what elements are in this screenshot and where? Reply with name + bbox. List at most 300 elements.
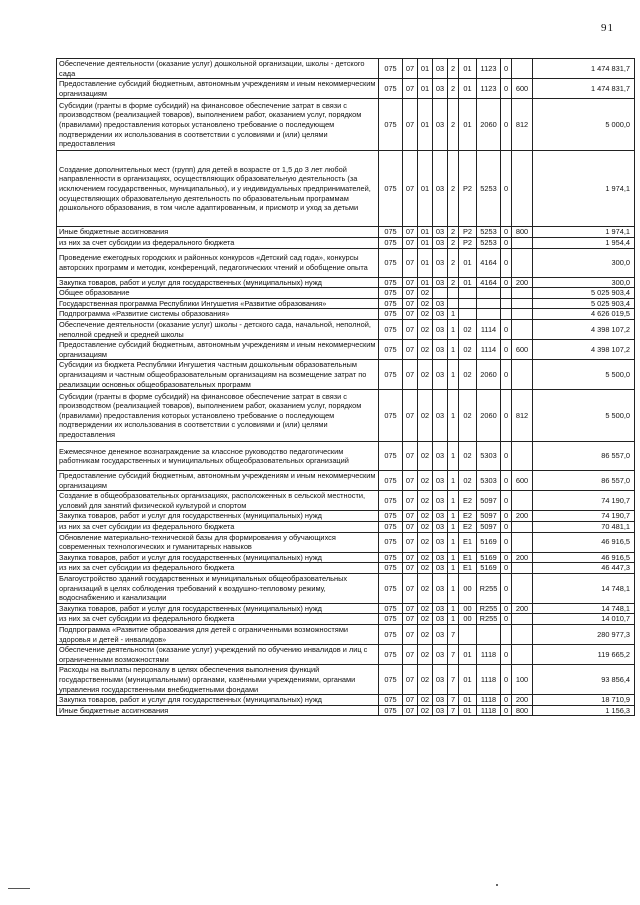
program-code: 03 [433, 340, 448, 360]
amount: 280 977,3 [533, 625, 635, 645]
subprogram-code: 1 [448, 511, 459, 522]
expense-kind: 200 [512, 552, 533, 563]
section-code: 07 [403, 151, 418, 227]
row-name: Закупка товаров, работ и услуг для государственных (муниципальных) нужд [57, 695, 379, 706]
direction-code: 00 [459, 614, 477, 625]
section-code: 07 [403, 442, 418, 471]
table-row [57, 491, 635, 511]
row-name: Предоставление субсидий бюджетным, автономным учреждениям и иным некоммерческим организациям [57, 79, 379, 99]
table-row [57, 99, 635, 151]
row-name: Проведение ежегодных городских и районных конкурсов «Детский сад года», конкурсы авторских программ и методик, конференций, педагогических чтений и обобщение опыта [57, 248, 379, 277]
ministry-code: 075 [379, 360, 403, 390]
amount: 4 398 107,2 [533, 319, 635, 339]
subsection-code: 01 [418, 99, 433, 151]
subsection-code: 01 [418, 237, 433, 248]
table-row [57, 645, 635, 665]
expense-kind: 600 [512, 79, 533, 99]
amount: 5 025 903,4 [533, 288, 635, 299]
subprogram-code: 1 [448, 360, 459, 390]
expense-kind: 800 [512, 227, 533, 238]
ministry-code: 075 [379, 227, 403, 238]
row-name: из них за счет субсидии из федерального бюджета [57, 614, 379, 625]
direction-code [459, 625, 477, 645]
row-name: Субсидии (гранты в форме субсидий) на финансовое обеспечение затрат в связи с производством (реализацией товаров), выполнением работ, оказанием услуг, порядком (правилами) предоставления которых установлено требование о последующем подтверждении их использования в соответствии с условиями и (или) целями предоставления [57, 99, 379, 151]
table-row [57, 277, 635, 288]
sub-code: 0 [501, 603, 512, 614]
subsection-code: 02 [418, 288, 433, 299]
ministry-code: 075 [379, 277, 403, 288]
expense-kind [512, 360, 533, 390]
ministry-code: 075 [379, 665, 403, 695]
row-name: Государственная программа Республики Ингушетия «Развитие образования» [57, 298, 379, 309]
amount: 74 190,7 [533, 511, 635, 522]
table-row [57, 665, 635, 695]
expense-code: 5253 [477, 227, 501, 238]
subprogram-code: 1 [448, 603, 459, 614]
subsection-code: 02 [418, 309, 433, 320]
program-code: 03 [433, 532, 448, 552]
ministry-code: 075 [379, 645, 403, 665]
expense-code [477, 288, 501, 299]
subprogram-code: 1 [448, 552, 459, 563]
subsection-code: 02 [418, 491, 433, 511]
expense-code: 4164 [477, 248, 501, 277]
sub-code: 0 [501, 442, 512, 471]
subprogram-code: 7 [448, 695, 459, 706]
row-name: Создание в общеобразовательных организациях, расположенных в сельской местности, условий для занятий физической культурой и спортом [57, 491, 379, 511]
expense-code: 2060 [477, 360, 501, 390]
ministry-code: 075 [379, 248, 403, 277]
program-code: 03 [433, 705, 448, 716]
table-row [57, 309, 635, 320]
direction-code: E2 [459, 491, 477, 511]
program-code: 03 [433, 511, 448, 522]
program-code: 03 [433, 603, 448, 614]
amount: 5 000,0 [533, 99, 635, 151]
expense-code: 5169 [477, 532, 501, 552]
amount: 1 954,4 [533, 237, 635, 248]
subsection-code: 01 [418, 79, 433, 99]
expense-kind [512, 563, 533, 574]
sub-code: 0 [501, 522, 512, 533]
margin-mark [8, 888, 30, 889]
ministry-code: 075 [379, 309, 403, 320]
expense-kind: 200 [512, 277, 533, 288]
expense-code [477, 309, 501, 320]
table-row [57, 625, 635, 645]
expense-code: 4164 [477, 277, 501, 288]
subprogram-code: 1 [448, 491, 459, 511]
amount: 4 398 107,2 [533, 340, 635, 360]
row-name: Иные бюджетные ассигнования [57, 705, 379, 716]
subprogram-code: 7 [448, 645, 459, 665]
budget-table [56, 58, 635, 716]
row-name: Закупка товаров, работ и услуг для государственных (муниципальных) нужд [57, 552, 379, 563]
amount: 86 557,0 [533, 471, 635, 491]
row-name: Подпрограмма «Развитие образования для детей с ограниченными возможностями здоровья и детей - инвалидов» [57, 625, 379, 645]
sub-code: 0 [501, 319, 512, 339]
table-row [57, 227, 635, 238]
section-code: 07 [403, 552, 418, 563]
ministry-code: 075 [379, 288, 403, 299]
program-code: 03 [433, 298, 448, 309]
expense-code: 1123 [477, 59, 501, 79]
expense-kind [512, 237, 533, 248]
sub-code: 0 [501, 665, 512, 695]
row-name: Общее образование [57, 288, 379, 299]
expense-kind: 812 [512, 390, 533, 442]
program-code: 03 [433, 360, 448, 390]
section-code: 07 [403, 360, 418, 390]
expense-kind: 812 [512, 99, 533, 151]
program-code: 03 [433, 99, 448, 151]
ministry-code: 075 [379, 340, 403, 360]
sub-code: 0 [501, 645, 512, 665]
program-code: 03 [433, 665, 448, 695]
table-row [57, 471, 635, 491]
subsection-code: 02 [418, 552, 433, 563]
expense-kind [512, 614, 533, 625]
subsection-code: 02 [418, 298, 433, 309]
ministry-code: 075 [379, 522, 403, 533]
expense-code: 5097 [477, 511, 501, 522]
row-name: Ежемесячное денежное вознаграждение за классное руководство педагогическим работникам государственных и муниципальных общеобразовательных организаций [57, 442, 379, 471]
direction-code: 01 [459, 99, 477, 151]
subsection-code: 02 [418, 574, 433, 604]
expense-kind: 600 [512, 340, 533, 360]
direction-code: 02 [459, 319, 477, 339]
section-code: 07 [403, 237, 418, 248]
program-code: 03 [433, 552, 448, 563]
expense-code [477, 625, 501, 645]
sub-code [501, 288, 512, 299]
section-code: 07 [403, 522, 418, 533]
table-row [57, 603, 635, 614]
direction-code: 01 [459, 695, 477, 706]
table-row [57, 298, 635, 309]
amount: 1 474 831,7 [533, 59, 635, 79]
amount: 5 500,0 [533, 360, 635, 390]
direction-code: 01 [459, 705, 477, 716]
ministry-code: 075 [379, 59, 403, 79]
sub-code: 0 [501, 532, 512, 552]
program-code: 03 [433, 277, 448, 288]
sub-code: 0 [501, 237, 512, 248]
scan-speck [496, 884, 498, 886]
row-name: Закупка товаров, работ и услуг для государственных (муниципальных) нужд [57, 277, 379, 288]
section-code: 07 [403, 248, 418, 277]
section-code: 07 [403, 390, 418, 442]
subprogram-code: 7 [448, 665, 459, 695]
expense-kind: 600 [512, 471, 533, 491]
direction-code: 02 [459, 442, 477, 471]
sub-code: 0 [501, 563, 512, 574]
subsection-code: 02 [418, 360, 433, 390]
expense-code: 1118 [477, 665, 501, 695]
table-row [57, 360, 635, 390]
row-name: Обеспечение деятельности (оказание услуг) учреждений по обучению инвалидов и лиц с ограниченными возможностями [57, 645, 379, 665]
section-code: 07 [403, 59, 418, 79]
sub-code: 0 [501, 277, 512, 288]
sub-code: 0 [501, 79, 512, 99]
program-code: 03 [433, 309, 448, 320]
subsection-code: 02 [418, 665, 433, 695]
expense-code: 1114 [477, 319, 501, 339]
ministry-code: 075 [379, 442, 403, 471]
subsection-code: 01 [418, 59, 433, 79]
sub-code: 0 [501, 695, 512, 706]
expense-code: 1114 [477, 340, 501, 360]
expense-kind [512, 151, 533, 227]
subsection-code: 02 [418, 603, 433, 614]
program-code: 03 [433, 614, 448, 625]
row-name: Закупка товаров, работ и услуг для государственных (муниципальных) нужд [57, 511, 379, 522]
ministry-code: 075 [379, 511, 403, 522]
program-code: 03 [433, 59, 448, 79]
section-code: 07 [403, 532, 418, 552]
ministry-code: 075 [379, 603, 403, 614]
row-name: Закупка товаров, работ и услуг для государственных (муниципальных) нужд [57, 603, 379, 614]
subprogram-code: 1 [448, 532, 459, 552]
subprogram-code: 1 [448, 390, 459, 442]
sub-code: 0 [501, 248, 512, 277]
amount: 1 156,3 [533, 705, 635, 716]
row-name: Обновление материально-технической базы для формирования у обучающихся современных технологических и гуманитарных навыков [57, 532, 379, 552]
section-code: 07 [403, 99, 418, 151]
expense-kind [512, 59, 533, 79]
amount: 1 974,1 [533, 151, 635, 227]
direction-code: P2 [459, 227, 477, 238]
amount: 1 474 831,7 [533, 79, 635, 99]
row-name: Субсидии (гранты в форме субсидий) на финансовое обеспечение затрат в связи с производством (реализацией товаров), выполнением работ, оказанием услуг, порядком (правилами) предоставления которых установлено требование о последующем подтверждении их использования в соответствии с условиями и (или) целями предоставления [57, 390, 379, 442]
ministry-code: 075 [379, 552, 403, 563]
row-name: Обеспечение деятельности (оказание услуг) школы - детского сада, начальной, неполной, неполной средней и средней школы [57, 319, 379, 339]
row-name: из них за счет субсидии из федерального бюджета [57, 237, 379, 248]
direction-code: E2 [459, 522, 477, 533]
amount: 14 748,1 [533, 603, 635, 614]
ministry-code: 075 [379, 151, 403, 227]
ministry-code: 075 [379, 532, 403, 552]
subsection-code: 02 [418, 390, 433, 442]
subsection-code: 01 [418, 248, 433, 277]
expense-kind [512, 319, 533, 339]
section-code: 07 [403, 511, 418, 522]
table-row [57, 695, 635, 706]
subprogram-code: 7 [448, 625, 459, 645]
subsection-code: 01 [418, 151, 433, 227]
subprogram-code: 1 [448, 340, 459, 360]
subprogram-code: 7 [448, 705, 459, 716]
amount: 4 626 019,5 [533, 309, 635, 320]
program-code: 03 [433, 522, 448, 533]
sub-code: 0 [501, 99, 512, 151]
subsection-code: 02 [418, 532, 433, 552]
sub-code: 0 [501, 574, 512, 604]
expense-kind: 200 [512, 695, 533, 706]
row-name: Предоставление субсидий бюджетным, автономным учреждениям и иным некоммерческим организациям [57, 471, 379, 491]
subprogram-code: 2 [448, 99, 459, 151]
section-code: 07 [403, 298, 418, 309]
program-code: 03 [433, 248, 448, 277]
section-code: 07 [403, 705, 418, 716]
table-row [57, 79, 635, 99]
amount: 300,0 [533, 277, 635, 288]
table-row [57, 511, 635, 522]
direction-code: 01 [459, 79, 477, 99]
subprogram-code: 2 [448, 277, 459, 288]
direction-code: E1 [459, 552, 477, 563]
direction-code: 01 [459, 248, 477, 277]
section-code: 07 [403, 614, 418, 625]
table-row [57, 522, 635, 533]
row-name: Субсидии из бюджета Республики Ингушетия частным дошкольным образовательным организациям и частным общеобразовательным организациям на возмещение затрат по реализации основных общеобразовательных программ [57, 360, 379, 390]
expense-kind [512, 574, 533, 604]
expense-code: 2060 [477, 99, 501, 151]
section-code: 07 [403, 319, 418, 339]
ministry-code: 075 [379, 298, 403, 309]
program-code: 03 [433, 625, 448, 645]
expense-code: 1118 [477, 645, 501, 665]
ministry-code: 075 [379, 390, 403, 442]
program-code: 03 [433, 563, 448, 574]
subprogram-code: 1 [448, 563, 459, 574]
table-row [57, 552, 635, 563]
expense-code: 1118 [477, 705, 501, 716]
expense-code: 5097 [477, 491, 501, 511]
subprogram-code: 2 [448, 248, 459, 277]
table-row [57, 390, 635, 442]
sub-code [501, 309, 512, 320]
subsection-code: 02 [418, 695, 433, 706]
direction-code: 01 [459, 665, 477, 695]
amount: 46 916,5 [533, 552, 635, 563]
direction-code: E1 [459, 532, 477, 552]
expense-code: 5253 [477, 237, 501, 248]
section-code: 07 [403, 603, 418, 614]
table-row [57, 532, 635, 552]
direction-code: P2 [459, 237, 477, 248]
expense-code: 5097 [477, 522, 501, 533]
direction-code: 01 [459, 645, 477, 665]
ministry-code: 075 [379, 99, 403, 151]
direction-code [459, 309, 477, 320]
direction-code: 02 [459, 471, 477, 491]
ministry-code: 075 [379, 237, 403, 248]
section-code: 07 [403, 695, 418, 706]
subsection-code: 02 [418, 614, 433, 625]
row-name: из них за счет субсидии из федерального бюджета [57, 563, 379, 574]
program-code: 03 [433, 471, 448, 491]
expense-kind [512, 442, 533, 471]
ministry-code: 075 [379, 79, 403, 99]
program-code: 03 [433, 695, 448, 706]
subprogram-code: 2 [448, 59, 459, 79]
program-code: 03 [433, 645, 448, 665]
section-code: 07 [403, 645, 418, 665]
ministry-code: 075 [379, 705, 403, 716]
table-row [57, 574, 635, 604]
subprogram-code [448, 298, 459, 309]
subprogram-code: 1 [448, 309, 459, 320]
table-row [57, 705, 635, 716]
expense-kind [512, 298, 533, 309]
subprogram-code: 2 [448, 227, 459, 238]
row-name: Расходы на выплаты персоналу в целях обеспечения выполнения функций государственными (муниципальными) органами, казёнными учреждениями, органами управления государственными внебюджетными фондами [57, 665, 379, 695]
program-code [433, 288, 448, 299]
expense-kind: 100 [512, 665, 533, 695]
subsection-code: 02 [418, 645, 433, 665]
table-row [57, 614, 635, 625]
sub-code: 0 [501, 227, 512, 238]
subprogram-code: 1 [448, 522, 459, 533]
table-row [57, 59, 635, 79]
section-code: 07 [403, 309, 418, 320]
expense-code: 5303 [477, 442, 501, 471]
direction-code: P2 [459, 151, 477, 227]
table-row [57, 288, 635, 299]
subsection-code: 02 [418, 442, 433, 471]
section-code: 07 [403, 491, 418, 511]
sub-code: 0 [501, 360, 512, 390]
subprogram-code: 2 [448, 79, 459, 99]
sub-code: 0 [501, 552, 512, 563]
ministry-code: 075 [379, 614, 403, 625]
section-code: 07 [403, 574, 418, 604]
ministry-code: 075 [379, 695, 403, 706]
sub-code: 0 [501, 471, 512, 491]
row-name: из них за счет субсидии из федерального бюджета [57, 522, 379, 533]
expense-code: R255 [477, 574, 501, 604]
sub-code [501, 298, 512, 309]
table-row [57, 319, 635, 339]
ministry-code: 075 [379, 491, 403, 511]
ministry-code: 075 [379, 574, 403, 604]
subprogram-code: 1 [448, 471, 459, 491]
direction-code: 01 [459, 59, 477, 79]
expense-kind: 200 [512, 603, 533, 614]
expense-kind: 200 [512, 511, 533, 522]
subsection-code: 02 [418, 563, 433, 574]
amount: 300,0 [533, 248, 635, 277]
table-row [57, 237, 635, 248]
expense-code: 1123 [477, 79, 501, 99]
subsection-code: 02 [418, 340, 433, 360]
section-code: 07 [403, 471, 418, 491]
expense-code: R255 [477, 614, 501, 625]
amount: 46 447,3 [533, 563, 635, 574]
table-row [57, 563, 635, 574]
amount: 18 710,9 [533, 695, 635, 706]
expense-kind [512, 625, 533, 645]
sub-code: 0 [501, 340, 512, 360]
sub-code: 0 [501, 705, 512, 716]
direction-code: 01 [459, 277, 477, 288]
expense-code: 2060 [477, 390, 501, 442]
section-code: 07 [403, 665, 418, 695]
subsection-code: 02 [418, 471, 433, 491]
row-name: Создание дополнительных мест (групп) для детей в возрасте от 1,5 до 3 лет любой направленности в организациях, осуществляющих образовательную деятельность (за исключением государственных, муниципальных), и у индивидуальных предпринимателей, осуществляющих образовательную деятельность по образовательным программам дошкольного образования, в том числе адаптированным, и присмотр и уход за детьми [57, 151, 379, 227]
subsection-code: 02 [418, 511, 433, 522]
subprogram-code [448, 288, 459, 299]
expense-code: 5303 [477, 471, 501, 491]
table-row [57, 442, 635, 471]
program-code: 03 [433, 151, 448, 227]
section-code: 07 [403, 79, 418, 99]
subprogram-code: 2 [448, 237, 459, 248]
section-code: 07 [403, 277, 418, 288]
sub-code: 0 [501, 390, 512, 442]
program-code: 03 [433, 491, 448, 511]
